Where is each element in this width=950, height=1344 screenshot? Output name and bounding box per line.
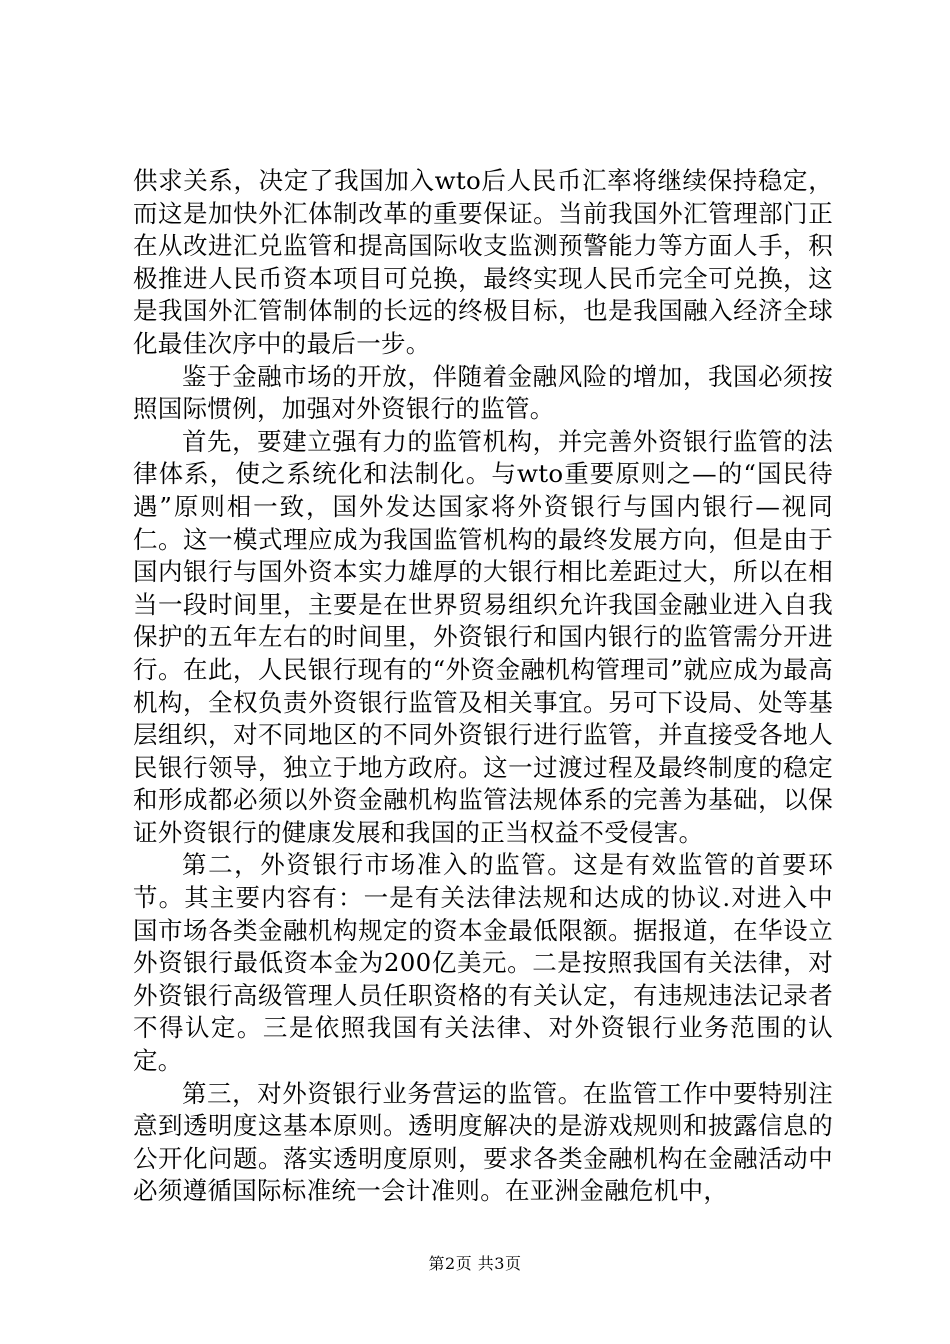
page-footer xyxy=(0,1254,950,1274)
page-number-label: 第2页 共3页 xyxy=(428,1254,522,1273)
document-body xyxy=(133,165,833,1208)
paragraph-5: 第三，对外资银行业务营运的监管。在监管工作中要特别注意到透明度这基本原则。透明度解决的是游戏规则和披露信息的公开化问题。落实透明度原则，要求各类金融机构在金融活动中必须遵循国际标准统一会计准则。在亚洲金融危机中， xyxy=(133,1078,833,1206)
paragraph-3: 首先，要建立强有力的监管机构，并完善外资银行监管的法律体系，使之系统化和法制化。与wto重要原则之—的“国民待遇”原则相一致，国外发达国家将外资银行与国内银行—视同仁。这一模式理应成为我国监管机构的最终发展方向，但是由于国内银行与国外资本实力雄厚的大银行相比差距过大，所以在相当一段时间里，主要是在世界贸易组织允许我国金融业进入自我保护的五年左右的时间里，外资银行和国内银行的监管需分开进行。在此，人民银行现有的“外资金融机构管理司”就应成为最高机构，全权负责外资银行监管及相关事宜。另可下设局、处等基层组织，对不同地区的不同外资银行进行监管，并直接受各地人民银行领导，独立于地方政府。这一过渡过程及最终制度的稳定和形成都必须以外资金融机构监管法规体系的完善为基础，以保证外资银行的健康发展和我国的正当权益不受侵害。 xyxy=(133,426,833,847)
paragraph-2: 鉴于金融市场的开放，伴随着金融风险的增加，我国必须按照国际惯例，加强对外资银行的监管。 xyxy=(133,361,833,424)
paragraph-1: 供求关系，决定了我国加入wto后人民币汇率将继续保持稳定，而这是加快外汇体制改革的重要保证。当前我国外汇管理部门正在从改进汇兑监管和提高国际收支监测预警能力等方面人手，积极推进人民币资本项目可兑换，最终实现人民币完全可兑换，这是我国外汇管制体制的长远的终极目标，也是我国融入经济全球化最佳次序中的最后一步。 xyxy=(133,166,833,358)
paragraph-4: 第二，外资银行市场准入的监管。这是有效监管的首要环节。其主要内容有：一是有关法律法规和达成的协议.对进入中国市场各类金融机构规定的资本金最低限额。据报道，在华设立外资银行最低资本金为200亿美元。二是按照我国有关法律，对外资银行高级管理人员任职资格的有关认定，有违规违法记录者不得认定。三是依照我国有关法律、对外资银行业务范围的认定。 xyxy=(133,850,833,1076)
